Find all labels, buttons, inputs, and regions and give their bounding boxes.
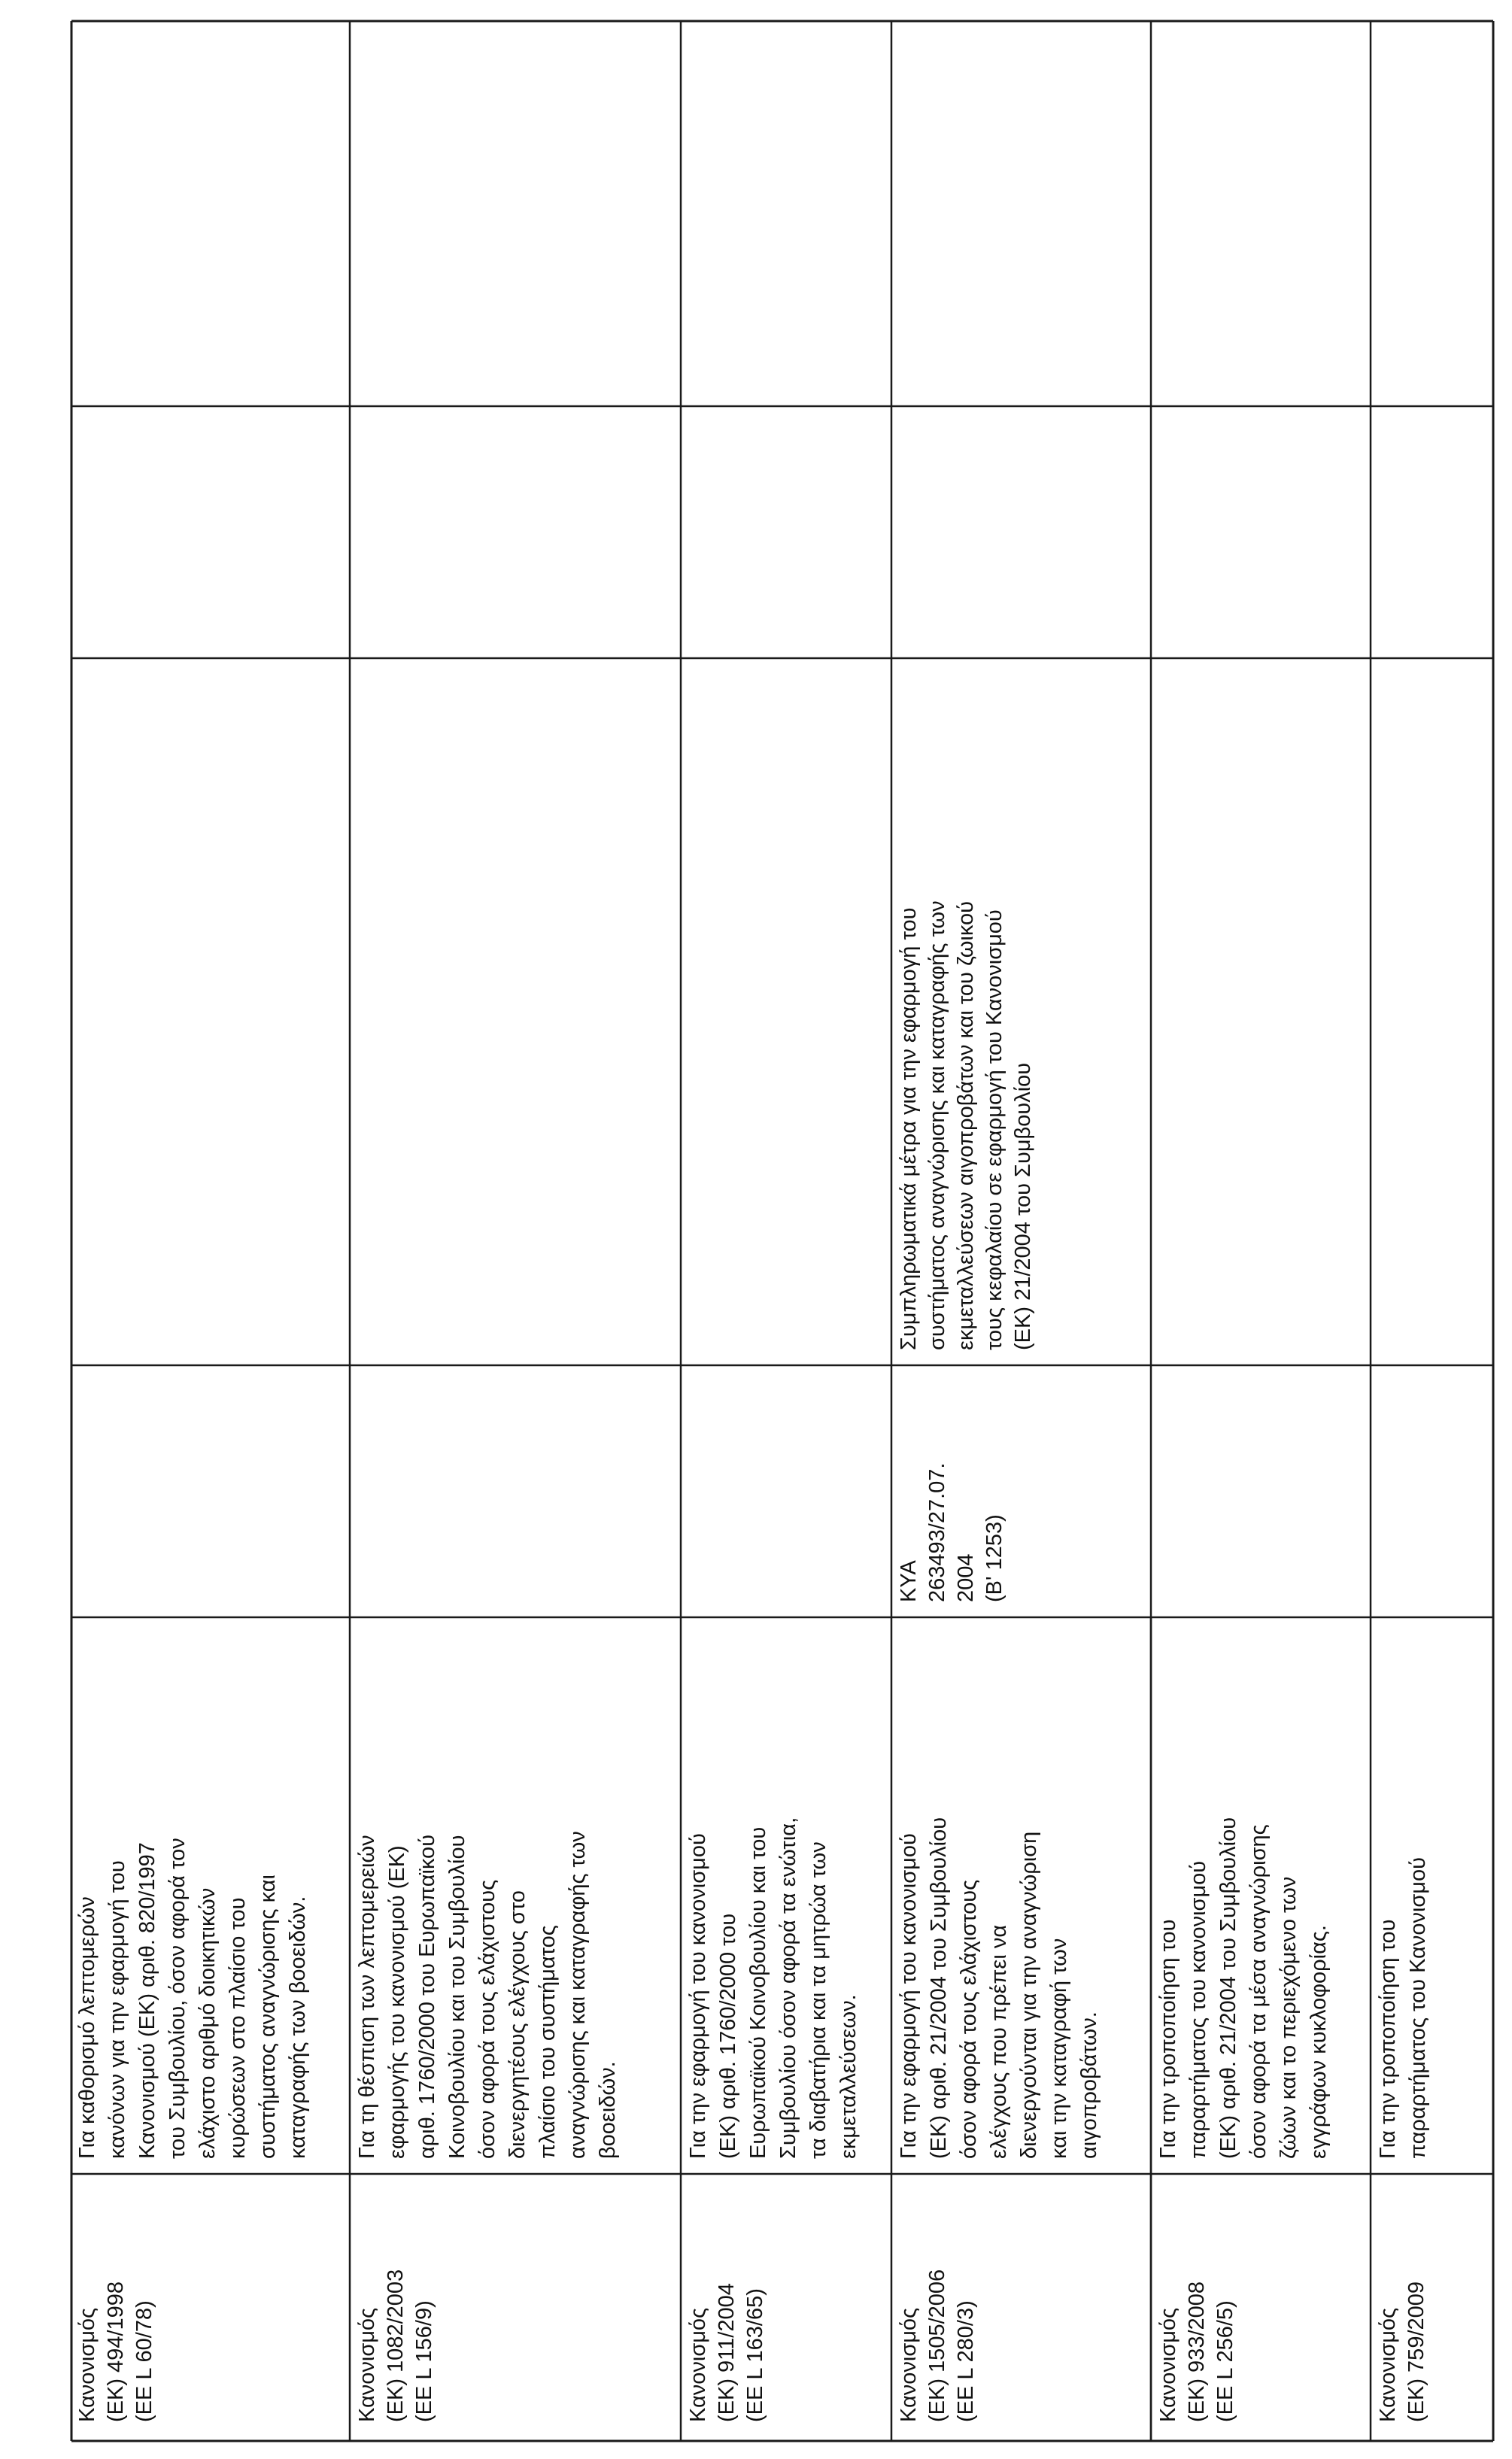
regulation-cell xyxy=(75,2275,156,2422)
cell-line: καταγραφής των βοοειδών. xyxy=(286,1896,310,2159)
cell-line: (ΕΚ) 1505/2006 xyxy=(925,2269,949,2422)
cell-line: Κανονισμός xyxy=(897,2307,921,2422)
cell-line: (ΕΚ) αριθ. 21/2004 του Συμβουλίου xyxy=(927,1817,951,2159)
cell-line: Κοινοβουλίου και του Συμβουλίου xyxy=(445,1835,469,2159)
description-cell xyxy=(686,1811,861,2159)
description-cell xyxy=(897,1811,1101,2159)
cell-line: Για την εφαρμογή του κανονισμού xyxy=(686,1833,710,2159)
cell-line: Συμπληρωματικά μέτρα για την εφαρμογή του xyxy=(897,907,921,1350)
regulation-cell xyxy=(897,2263,978,2422)
cell-line: Κανονισμός xyxy=(1156,2307,1180,2422)
cell-line: εγγράφων κυκλοφορίας. xyxy=(1307,1925,1331,2159)
regulation-cell xyxy=(686,2277,767,2422)
cell-line: (ΕΚ) 21/2004 του Συμβουλίου xyxy=(1011,1062,1035,1350)
cell-line: συστήματος αναγνώρισης και καταγραφής των xyxy=(925,900,949,1350)
cell-line: τους κεφαλαίου σε εφαρμογή του Κανονισμού xyxy=(982,909,1006,1350)
cell-line: Για την τροποποίηση του xyxy=(1156,1919,1180,2159)
cell-line: Κανονισμός xyxy=(355,2307,379,2422)
cell-line: και την καταγραφή των xyxy=(1047,1938,1071,2159)
cell-line: αριθ. 1760/2000 του Ευρωπαϊκού xyxy=(415,1834,439,2159)
cell-line: (ΕΕ L 280/3) xyxy=(954,2300,978,2422)
cell-line: διενεργητέους ελέγχους στο xyxy=(506,1890,530,2159)
cell-line: Για την τροποποίηση του xyxy=(1376,1919,1400,2159)
cell-line: ελάχιστο αριθμό διοικητικών xyxy=(196,1887,220,2159)
cell-line: τα διαβατήρια και τα μητρώα των xyxy=(806,1841,830,2159)
cell-line: (ΕΚ) αριθ. 1760/2000 του xyxy=(716,1913,740,2159)
cell-line: κυρώσεων στο πλαίσιο του xyxy=(226,1897,250,2159)
cell-line: Κανονισμός xyxy=(686,2307,710,2422)
measures-cell xyxy=(897,894,1035,1350)
cell-line: Κανονισμός xyxy=(1376,2307,1400,2422)
description-cell xyxy=(355,1825,620,2159)
cell-line: πλαίσιο του συστήματος xyxy=(536,1925,560,2159)
cell-line: συστήματος αναγνώρισης και xyxy=(256,1875,280,2159)
cell-line: Για καθορισμό λεπτομερών xyxy=(75,1896,99,2159)
cell-line: Ευρωπαϊκού Κοινοβουλίου και του xyxy=(746,1826,770,2159)
regulation-cell xyxy=(1156,2275,1237,2422)
description-cell xyxy=(1156,1811,1331,2159)
cell-line: ζώων και το περιεχόμενο των xyxy=(1277,1876,1301,2159)
regulation-cell xyxy=(1376,2281,1429,2422)
cell-line: (ΕΚ) 933/2008 xyxy=(1185,2281,1209,2422)
cell-line: (ΕΕ L 60/78) xyxy=(132,2300,156,2422)
cell-line: (ΕΚ) αριθ. 21/2004 του Συμβουλίου xyxy=(1216,1817,1240,2159)
cell-line: κανόνων για την εφαρμογή του xyxy=(105,1860,129,2159)
description-cell xyxy=(1376,1857,1430,2159)
cell-line: όσον αφορά τους ελάχιστους xyxy=(957,1879,981,2159)
cell-line: εκμεταλλεύσεων αιγοπροβάτων και του ζωικού xyxy=(954,900,978,1350)
cell-line: (ΕΕ L 256/5) xyxy=(1213,2300,1237,2422)
cell-line: εκμεταλλεύσεων. xyxy=(836,1994,861,2159)
cell-line: βοοειδών. xyxy=(596,2061,620,2159)
cell-line: όσον αφορά τους ελάχιστους xyxy=(475,1879,499,2159)
cell-line: ελέγχους που πρέπει να xyxy=(987,1924,1011,2159)
regulation-cell xyxy=(355,2263,436,2422)
cell-line: αιγοπροβάτων. xyxy=(1077,2011,1101,2159)
national-act-cell xyxy=(897,1456,1006,1602)
cell-line: (ΕΕ L 163/65) xyxy=(743,2288,767,2422)
cell-line: (ΕΚ) 1082/2003 xyxy=(384,2269,408,2422)
cell-line: 2004 xyxy=(954,1553,978,1602)
cell-line: όσον αφορά τα μέσα αναγνώρισης xyxy=(1246,1824,1271,2159)
cell-line: (ΕΚ) 911/2004 xyxy=(715,2283,739,2422)
cell-line: (Β' 1253) xyxy=(982,1514,1006,1602)
cell-line: Για την εφαρμογή του κανονισμού xyxy=(897,1833,921,2159)
cell-line: Συμβουλίου όσον αφορά τα ενώτια, xyxy=(776,1817,800,2159)
description-cell xyxy=(75,1832,310,2159)
cell-line: διενεργούνται για την αναγνώριση xyxy=(1017,1831,1041,2159)
cell-line: παραρτήματος του κανονισμού xyxy=(1186,1860,1210,2159)
cell-line: του Συμβουλίου, όσον αφορά τον xyxy=(165,1838,190,2159)
cell-line: αναγνώρισης και καταγραφής των xyxy=(566,1831,590,2159)
cell-line: ΚΥΑ xyxy=(897,1561,921,1602)
cell-line: εφαρμογής του κανονισμού (ΕΚ) xyxy=(385,1845,409,2159)
cell-line: Κανονισμού (ΕΚ) αριθ. 820/1997 xyxy=(135,1842,159,2159)
cell-line: 263493/27.07. xyxy=(925,1462,949,1602)
cell-line: Κανονισμός xyxy=(75,2307,99,2422)
cell-line: (ΕΚ) 494/1998 xyxy=(104,2281,128,2422)
cell-line: παραρτήματος του Κανονισμού xyxy=(1406,1857,1430,2159)
cell-line: (ΕΚ) 759/2009 xyxy=(1404,2281,1429,2422)
cell-line: (ΕΕ L 156/9) xyxy=(412,2300,436,2422)
cell-line: Για τη θέσπιση των λεπτομερειών xyxy=(355,1835,379,2159)
